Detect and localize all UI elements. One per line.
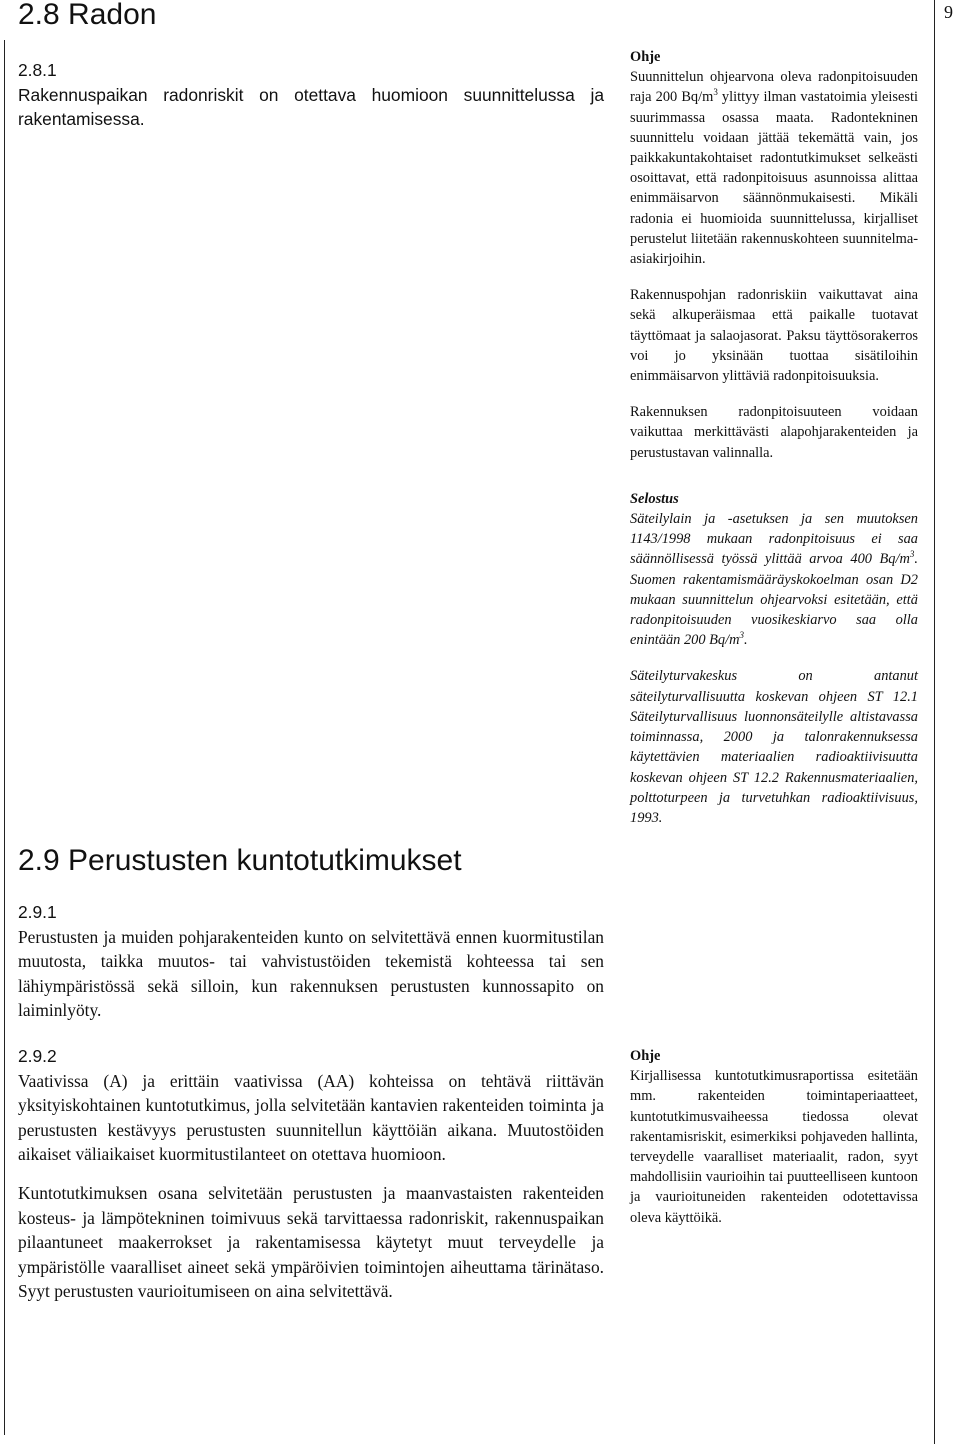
- section-heading-radon: 2.8 Radon: [18, 0, 157, 31]
- foundations-sidebar: [630, 1046, 918, 1228]
- page-number: 9: [944, 2, 953, 22]
- guide-paragraph-1: Kirjallisessa kuntotutkimusraportissa esitetään mm. rakenteiden toimintaperiaatteet, kuntotutkimusvaiheessa tiedossa olevat rakentamisriskit, esimerkiksi pohjaveden hallinta, terveydelle vaaralliset materiaalit, radon, syyt mahdollisiin vaurioihin tai puutteelliseen kuntoon ja vaurioituneiden rakenteiden odotettavissa oleva käyttöikä.: [630, 1068, 918, 1226]
- radon-sidebar: [630, 47, 918, 828]
- provision-2-9-2: [18, 1044, 604, 1304]
- guide-title: Ohje: [630, 49, 661, 65]
- right-margin-rule: [934, 0, 935, 1444]
- provision-text-2: Kuntotutkimuksen osana selvitetään perustusten ja maanvastaisten rakenteiden kosteus- ja lämpötekninen toimivuus sekä tarvittaessa radonriskit, rakennuspaikan pilaantuneet maakerrokset ja rakentamisessa käytetyt muut terveydelle ja ympäristölle vaaralliset aineet sekä ympäröivien toimintojen aiheuttama tärinätaso. Syyt perustusten vaurioitumiseen on aina selvitettävä.: [18, 1182, 604, 1302]
- provision-2-8-1: [18, 58, 604, 132]
- provision-number: 2.9.1: [18, 902, 57, 922]
- provision-number: 2.8.1: [18, 60, 57, 80]
- provision-text: Rakennuspaikan radonriskit on otettava huomioon suunnittelussa ja rakentamisessa.: [18, 84, 604, 130]
- guide-paragraph-3: Rakennuksen radonpitoisuuteen voidaan vaikuttaa merkittävästi alapohjarakenteiden ja perustustavan valinnalla.: [630, 404, 918, 461]
- provision-text: Vaativissa (A) ja erittäin vaativissa (AA) kohteissa on tehtävä riittävän yksityiskohtainen kuntotutkimus, jolla selvitetään kantavien rakenteiden toiminta ja perustusten kestävyys perustusten suunnitellun käyttöiän aikana. Muutostöiden aikaiset väliaikaiset kuormitustilanteet on otettava huomioon.: [18, 1070, 604, 1165]
- provision-text: Perustusten ja muiden pohjarakenteiden kunto on selvitettävä ennen kuormitustilan muutosta, taikka muutos- tai vahvistustöiden tekemistä kohteessa tai sen lähiympäristössä sekä silloin, kun rakennuksen perustusten kunnossapito on laiminlyöty.: [18, 926, 604, 1021]
- left-margin-rule: [4, 40, 5, 1435]
- provision-number: 2.9.2: [18, 1046, 57, 1066]
- explanation-paragraph-1: Säteilylain ja -asetuksen ja sen muutoksen 1143/1998 mukaan radonpitoisuus ei saa säännöllisessä työssä ylittää arvoa 400 $Bq/m^3$. Suomen rakentamismääräyskokoelman osan D2 mukaan suunnittelun ohjearvoksi esitetään, että radonpitoisuuden vuosikeskiarvo saa olla enintään 200 $Bq/m^3$.: [630, 511, 918, 649]
- section-heading-foundations: 2.9 Perustusten kuntotutkimukset: [18, 844, 462, 877]
- provision-2-9-1: [18, 900, 604, 1023]
- guide-title: Ohje: [630, 1048, 661, 1064]
- guide-paragraph-2: Rakennuspohjan radonriskiin vaikuttavat aina sekä alkuperäismaa että paikalle tuotavat täyttömaat ja salaojasorat. Paksu täyttösorakerros voi jo yksinään tuottaa sisätiloihin enimmäisarvon ylittäviä radonpitoisuuksia.: [630, 287, 918, 385]
- explanation-paragraph-2: Säteilyturvakeskus on antanut säteilyturvallisuutta koskevan ohjeen ST 12.1 Säteilyturvallisuus luonnonsäteilylle altistavassa toiminnassa, 2000 ja talonrakennuksessa käytettävien materiaalien radioaktiivisuutta koskevan ohjeen ST 12.2 Rakennusmateriaalien, polttoturpeen ja turvetuhkan radioaktiivisuus, 1993.: [630, 668, 918, 826]
- explanation-title: Selostus: [630, 490, 679, 507]
- guide-paragraph-1: Suunnittelun ohjearvona oleva radonpitoisuuden raja 200 $Bq/m^3$ ylittyy ilman vastatoimia yleisesti suurimmassa osassa maata. Radontekninen suunnittelu voidaan jättää tekemättä vain, jos paikkakuntakohtaiset radontutkimukset selkeästi osoittavat, että radonpitoisuus asunnoissa alittaa enimmäisarvon säännönmukaisesti. Mikäli radonia ei huomioida suunnittelussa, kirjalliset perustelut liitetään rakennuskohteen suunnitelma-asiakirjoihin.: [630, 69, 918, 268]
